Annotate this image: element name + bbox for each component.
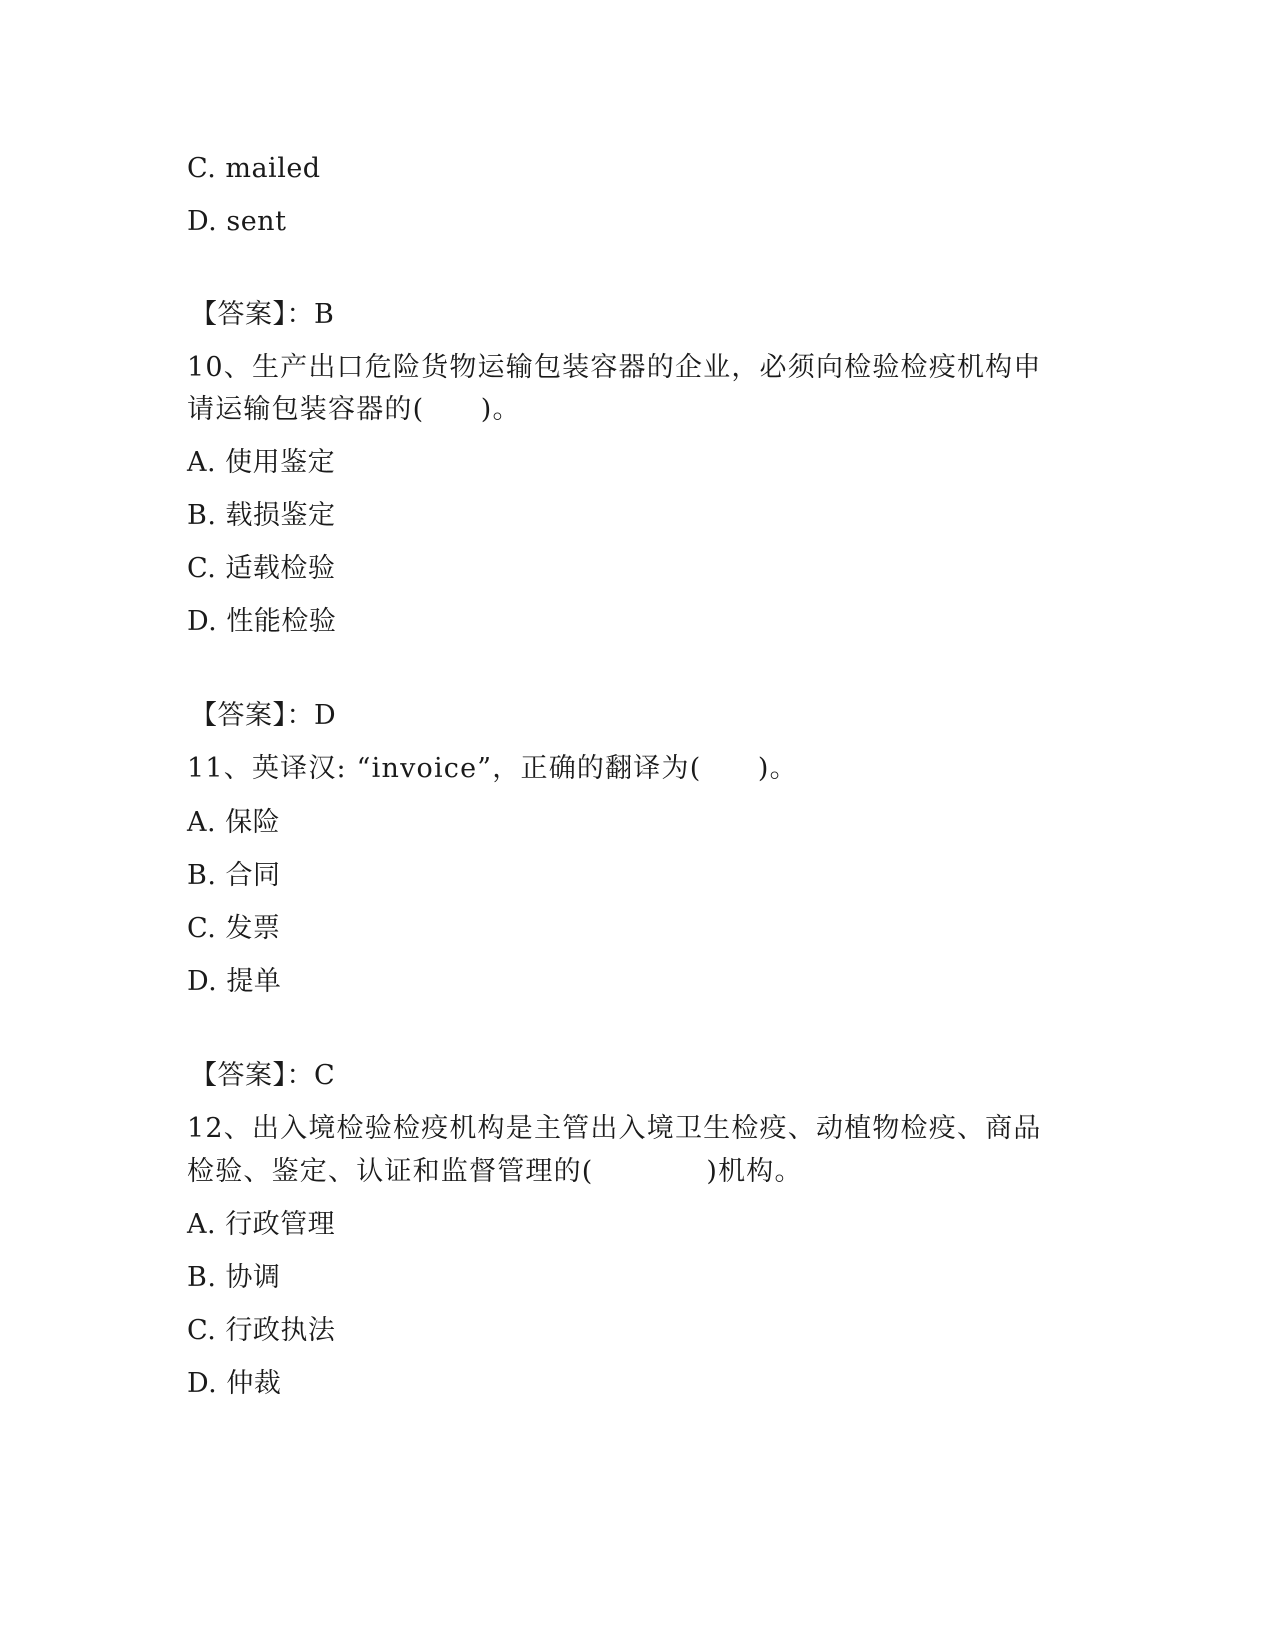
question-10-option-d: D. 性能检验: [187, 606, 337, 637]
question-12-option-b: B. 协调: [187, 1262, 281, 1293]
question-12-option-d: D. 仲裁: [187, 1368, 282, 1399]
answer-10: 【答案】：D: [190, 700, 337, 731]
question-10-option-b: B. 载损鉴定: [187, 500, 336, 531]
question-10-line-2: 请运输包装容器的( )。: [187, 394, 521, 425]
question-12-line-1: 12、出入境检验检疫机构是主管出入境卫生检疫、动植物检疫、商品: [187, 1113, 1042, 1144]
question-11-line-1: 11、英译汉: “invoice”，正确的翻译为( )。: [187, 753, 798, 784]
question-11-option-d: D. 提单: [187, 966, 282, 997]
answer-11: 【答案】：C: [190, 1060, 336, 1091]
question-12-option-c: C. 行政执法: [187, 1315, 336, 1346]
question-10-option-a: A. 使用鉴定: [187, 447, 336, 478]
question-12-option-a: A. 行政管理: [187, 1209, 336, 1240]
option-c-prev: C. mailed: [187, 153, 321, 184]
question-11-option-a: A. 保险: [187, 807, 281, 838]
question-10-line-1: 10、生产出口危险货物运输包装容器的企业，必须向检验检疫机构申: [187, 352, 1042, 383]
question-11-option-c: C. 发票: [187, 913, 281, 944]
question-11-option-b: B. 合同: [187, 860, 281, 891]
question-10-option-c: C. 适载检验: [187, 553, 336, 584]
question-12-line-2: 检验、鉴定、认证和监督管理的( )机构。: [187, 1156, 803, 1187]
answer-prev: 【答案】：B: [190, 299, 335, 330]
option-d-prev: D. sent: [187, 206, 287, 237]
